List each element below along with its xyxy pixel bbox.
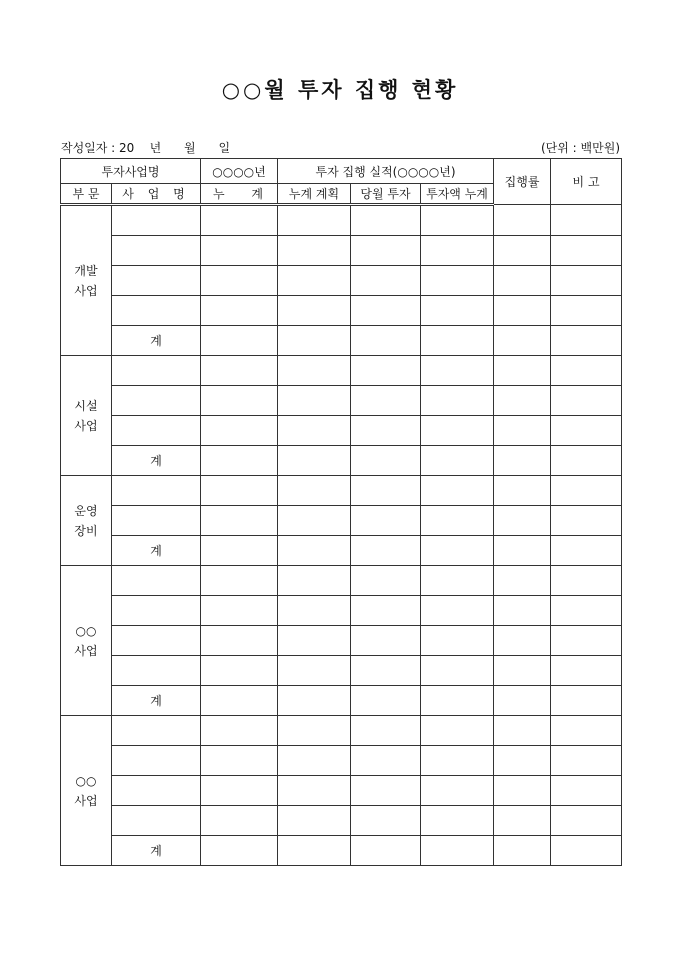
table-row: [61, 746, 622, 776]
entry-cell[interactable]: [421, 776, 494, 806]
table-row: [61, 236, 622, 266]
entry-cell[interactable]: [494, 236, 551, 266]
table-row: [61, 386, 622, 416]
entry-cell[interactable]: [351, 536, 421, 566]
entry-cell[interactable]: [421, 356, 494, 386]
entry-cell[interactable]: [351, 686, 421, 716]
entry-cell[interactable]: [494, 686, 551, 716]
entry-cell[interactable]: [494, 566, 551, 596]
entry-cell[interactable]: [421, 716, 494, 746]
entry-cell[interactable]: [551, 266, 622, 296]
entry-cell[interactable]: [421, 686, 494, 716]
entry-cell[interactable]: [551, 446, 622, 476]
entry-cell[interactable]: [278, 836, 351, 866]
entry-cell[interactable]: [201, 836, 278, 866]
table-row: [61, 266, 622, 296]
entry-cell[interactable]: [551, 716, 622, 746]
table-row: [61, 776, 622, 806]
subtotal-label: 계: [112, 446, 201, 476]
entry-cell[interactable]: [278, 326, 351, 356]
entry-cell[interactable]: [421, 596, 494, 626]
entry-cell[interactable]: [112, 506, 201, 536]
entry-cell[interactable]: [494, 746, 551, 776]
entry-cell[interactable]: [351, 776, 421, 806]
subtotal-label: 계: [112, 326, 201, 356]
entry-cell[interactable]: [351, 746, 421, 776]
entry-cell[interactable]: [551, 746, 622, 776]
subtotal-label: 계: [112, 836, 201, 866]
entry-cell[interactable]: [351, 506, 421, 536]
header-cumulative-b: 계: [251, 187, 263, 201]
entry-cell[interactable]: [201, 776, 278, 806]
entry-cell[interactable]: [278, 776, 351, 806]
table-row: [61, 626, 622, 656]
division-cell: [61, 716, 112, 866]
entry-cell[interactable]: [278, 476, 351, 506]
entry-cell[interactable]: [551, 656, 622, 686]
entry-cell[interactable]: [421, 326, 494, 356]
entry-cell[interactable]: [278, 236, 351, 266]
entry-cell[interactable]: [278, 506, 351, 536]
entry-cell[interactable]: [494, 806, 551, 836]
entry-cell[interactable]: [112, 416, 201, 446]
entry-cell[interactable]: [351, 266, 421, 296]
entry-cell[interactable]: [278, 266, 351, 296]
table-row: [61, 656, 622, 686]
entry-cell[interactable]: [201, 686, 278, 716]
subtotal-label: 계: [112, 686, 201, 716]
entry-cell[interactable]: [494, 386, 551, 416]
entry-cell[interactable]: [421, 205, 494, 236]
entry-cell[interactable]: [112, 205, 201, 236]
entry-cell[interactable]: [551, 386, 622, 416]
entry-cell[interactable]: [278, 746, 351, 776]
entry-cell[interactable]: [494, 205, 551, 236]
table-row: [61, 356, 622, 386]
entry-cell[interactable]: [201, 356, 278, 386]
entry-cell[interactable]: [421, 506, 494, 536]
entry-cell[interactable]: [351, 416, 421, 446]
entry-cell[interactable]: [278, 386, 351, 416]
unit-label: (단위 : 백만원): [541, 141, 620, 155]
entry-cell[interactable]: [351, 356, 421, 386]
entry-cell[interactable]: [112, 476, 201, 506]
header-project-name: 사 업 명: [112, 184, 201, 205]
division-name-line2: 사업: [74, 643, 98, 658]
entry-cell[interactable]: [351, 656, 421, 686]
entry-cell[interactable]: [351, 446, 421, 476]
entry-cell[interactable]: [551, 806, 622, 836]
entry-cell[interactable]: [112, 806, 201, 836]
entry-cell[interactable]: [421, 386, 494, 416]
table-row: [61, 716, 622, 746]
entry-cell[interactable]: [421, 746, 494, 776]
table-row: [61, 476, 622, 506]
header-execution-results: 투자 집행 실적(○○○○년): [278, 159, 494, 184]
division-name-line2: 사업: [74, 283, 98, 298]
entry-cell[interactable]: [421, 476, 494, 506]
entry-cell[interactable]: [494, 626, 551, 656]
table-row: [61, 836, 622, 866]
entry-cell[interactable]: [278, 566, 351, 596]
entry-cell[interactable]: [421, 536, 494, 566]
header-cumulative-a: 누: [213, 187, 225, 201]
entry-cell[interactable]: [278, 356, 351, 386]
entry-cell[interactable]: [421, 446, 494, 476]
header-year: ○○○○년: [201, 159, 278, 184]
division-name-line2: 사업: [74, 418, 98, 433]
entry-cell[interactable]: [351, 566, 421, 596]
division-name-line2: 사업: [74, 793, 98, 808]
entry-cell[interactable]: [494, 506, 551, 536]
entry-cell[interactable]: [421, 566, 494, 596]
entry-cell[interactable]: [278, 205, 351, 236]
entry-cell[interactable]: [201, 656, 278, 686]
table-row: [61, 566, 622, 596]
entry-cell[interactable]: [494, 266, 551, 296]
entry-cell[interactable]: [551, 236, 622, 266]
entry-cell[interactable]: [421, 626, 494, 656]
entry-cell[interactable]: [494, 596, 551, 626]
entry-cell[interactable]: [421, 416, 494, 446]
entry-cell[interactable]: [201, 716, 278, 746]
entry-cell[interactable]: [278, 596, 351, 626]
division-cell: [61, 205, 112, 356]
entry-cell[interactable]: [201, 416, 278, 446]
subtotal-label: 계: [112, 536, 201, 566]
entry-cell[interactable]: [201, 536, 278, 566]
entry-cell[interactable]: [112, 566, 201, 596]
entry-cell[interactable]: [421, 266, 494, 296]
division-name-line1: 시설: [74, 398, 98, 413]
entry-cell[interactable]: [494, 836, 551, 866]
entry-cell[interactable]: [551, 416, 622, 446]
entry-cell[interactable]: [278, 296, 351, 326]
header-cumulative-investment: 투자액 누계: [421, 184, 494, 205]
entry-cell[interactable]: [201, 236, 278, 266]
entry-cell[interactable]: [421, 806, 494, 836]
division-cell: [61, 566, 112, 716]
division-cell: [61, 476, 112, 566]
table-row: [61, 326, 622, 356]
entry-cell[interactable]: [494, 296, 551, 326]
entry-cell[interactable]: [201, 266, 278, 296]
entry-cell[interactable]: [201, 476, 278, 506]
entry-cell[interactable]: [551, 776, 622, 806]
division-name-line1: ○○: [75, 773, 97, 788]
entry-cell[interactable]: [112, 746, 201, 776]
entry-cell[interactable]: [494, 536, 551, 566]
entry-cell[interactable]: [421, 296, 494, 326]
entry-cell[interactable]: [494, 656, 551, 686]
entry-cell[interactable]: [351, 236, 421, 266]
entry-cell[interactable]: [201, 746, 278, 776]
entry-cell[interactable]: [351, 806, 421, 836]
entry-cell[interactable]: [112, 386, 201, 416]
entry-cell[interactable]: [351, 205, 421, 236]
table-row: [61, 596, 622, 626]
investment-execution-table: [60, 158, 622, 866]
entry-cell[interactable]: [201, 446, 278, 476]
header-execution-rate: 집행률: [494, 159, 551, 205]
entry-cell[interactable]: [112, 716, 201, 746]
entry-cell[interactable]: [351, 716, 421, 746]
entry-cell[interactable]: [351, 326, 421, 356]
entry-cell[interactable]: [278, 536, 351, 566]
table-row: [61, 506, 622, 536]
entry-cell[interactable]: [201, 296, 278, 326]
entry-cell[interactable]: [551, 296, 622, 326]
table-row: [61, 296, 622, 326]
table-row: [61, 416, 622, 446]
entry-cell[interactable]: [112, 596, 201, 626]
entry-cell[interactable]: [278, 686, 351, 716]
entry-cell[interactable]: [278, 656, 351, 686]
entry-cell[interactable]: [551, 205, 622, 236]
entry-cell[interactable]: [278, 626, 351, 656]
entry-cell[interactable]: [494, 776, 551, 806]
entry-cell[interactable]: [112, 776, 201, 806]
entry-cell[interactable]: [201, 506, 278, 536]
entry-cell[interactable]: [494, 716, 551, 746]
entry-cell[interactable]: [551, 596, 622, 626]
entry-cell[interactable]: [201, 566, 278, 596]
table-body: [61, 205, 622, 866]
entry-cell[interactable]: [494, 416, 551, 446]
entry-cell[interactable]: [351, 626, 421, 656]
entry-cell[interactable]: [201, 386, 278, 416]
entry-cell[interactable]: [201, 596, 278, 626]
entry-cell[interactable]: [351, 386, 421, 416]
division-name-line1: ○○: [75, 623, 97, 638]
entry-cell[interactable]: [494, 446, 551, 476]
entry-cell[interactable]: [494, 326, 551, 356]
division-name-line2: 장비: [74, 523, 98, 538]
table-row: [61, 686, 622, 716]
entry-cell[interactable]: [201, 626, 278, 656]
entry-cell[interactable]: [112, 266, 201, 296]
division-cell: [61, 356, 112, 476]
entry-cell[interactable]: [351, 296, 421, 326]
entry-cell[interactable]: [201, 806, 278, 836]
entry-cell[interactable]: [112, 626, 201, 656]
entry-cell[interactable]: [112, 236, 201, 266]
entry-cell[interactable]: [351, 476, 421, 506]
entry-cell[interactable]: [551, 566, 622, 596]
entry-cell[interactable]: [551, 326, 622, 356]
entry-cell[interactable]: [421, 836, 494, 866]
date-written-label: 작성일자 : 20 년 월 일: [61, 141, 231, 155]
entry-cell[interactable]: [494, 356, 551, 386]
table-row: [61, 446, 622, 476]
header-investment-project: 투자사업명: [61, 159, 201, 184]
entry-cell[interactable]: [278, 446, 351, 476]
entry-cell[interactable]: [551, 476, 622, 506]
entry-cell[interactable]: [112, 356, 201, 386]
entry-cell[interactable]: [112, 656, 201, 686]
entry-cell[interactable]: [278, 806, 351, 836]
header-remarks: 비 고: [551, 159, 622, 205]
entry-cell[interactable]: [201, 205, 278, 236]
entry-cell[interactable]: [351, 836, 421, 866]
entry-cell[interactable]: [551, 536, 622, 566]
division-name-line1: 운영: [74, 503, 98, 518]
header-cumulative-plan: 누계 계획: [278, 184, 351, 205]
entry-cell[interactable]: [551, 836, 622, 866]
entry-cell[interactable]: [494, 476, 551, 506]
entry-cell[interactable]: [351, 596, 421, 626]
entry-cell[interactable]: [278, 716, 351, 746]
table-row: [61, 536, 622, 566]
entry-cell[interactable]: [112, 296, 201, 326]
entry-cell[interactable]: [421, 656, 494, 686]
table-row: [61, 205, 622, 236]
entry-cell[interactable]: [551, 356, 622, 386]
header-division: 부 문: [61, 184, 112, 205]
header-cumulative: [201, 184, 278, 205]
entry-cell[interactable]: [551, 686, 622, 716]
header-month-investment: 당월 투자: [351, 184, 421, 205]
table-row: [61, 806, 622, 836]
document-title: ○○월 투자 집행 현황: [221, 77, 459, 102]
entry-cell[interactable]: [551, 626, 622, 656]
entry-cell[interactable]: [278, 416, 351, 446]
division-name-line1: 개발: [74, 263, 98, 278]
entry-cell[interactable]: [201, 326, 278, 356]
entry-cell[interactable]: [421, 236, 494, 266]
entry-cell[interactable]: [551, 506, 622, 536]
